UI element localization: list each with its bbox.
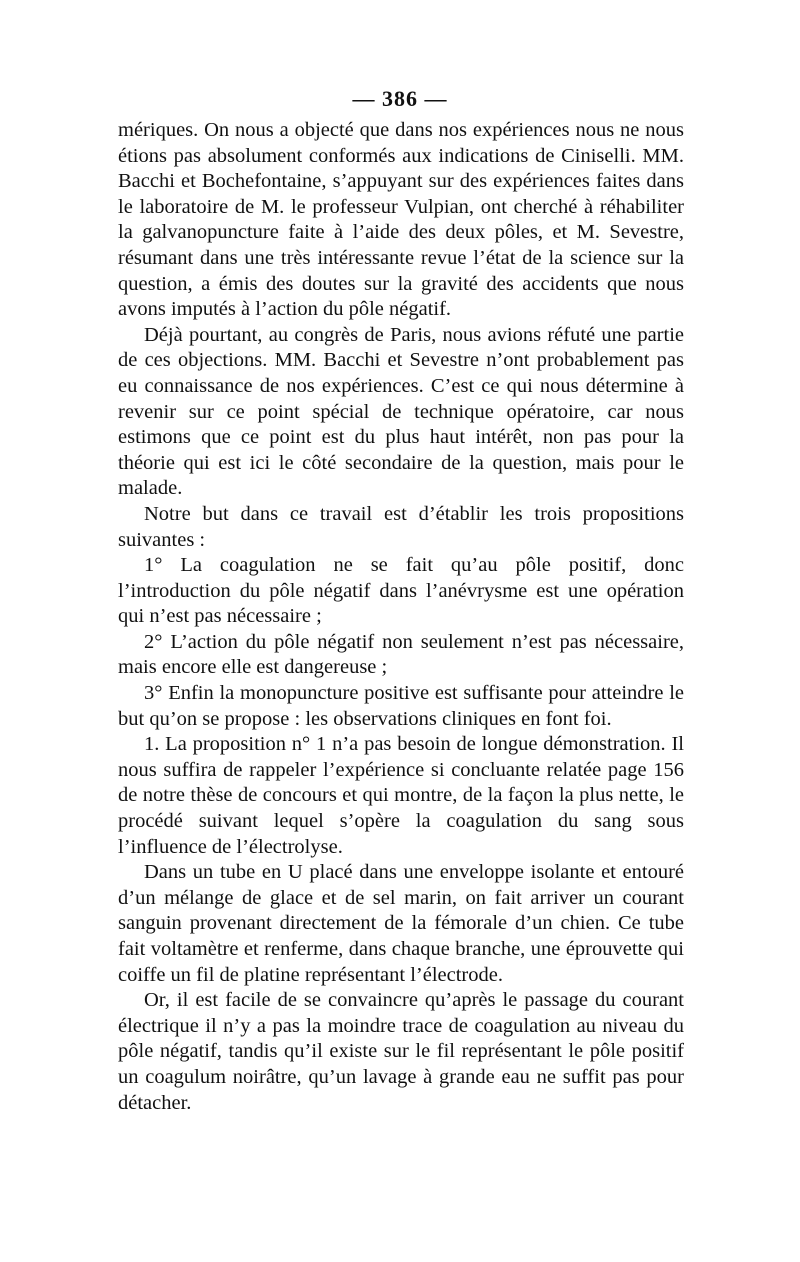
- body-text: [118, 118, 684, 1116]
- paragraph-8: Dans un tube en U placé dans une enveloppe isolante et entouré d’un mélange de glace et de sel marin, on fait arriver un courant sanguin provenant directement de la fémorale d’un chien. Ce tube fait voltamètre et renferme, dans chaque branche, une éprouvette qui coiffe un fil de platine représentant l’électrode.: [118, 861, 684, 986]
- paragraph-1: mériques. On nous a objecté que dans nos expériences nous ne nous étions pas absolument conformés aux indications de Ciniselli. MM. Bacchi et Bochefontaine, s’appuyant sur des expériences faites dans le laboratoire de M. le professeur Vulpian, ont cherché à réhabiliter la galvanopuncture faite à l’aide des deux pôles, et M. Sevestre, résumant dans une très intéressante revue l’état de la science sur la question, a émis des doutes sur la gravité des accidents que nous avons imputés à l’action du pôle négatif.: [118, 119, 684, 321]
- page-number: — 386 —: [352, 86, 448, 111]
- paragraph-7: 1. La proposition n° 1 n’a pas besoin de longue démonstration. Il nous suffira de rappeler l’expérience si concluante relatée page 156 de notre thèse de concours et qui montre, de la façon la plus nette, le procédé suivant lequel s’opère la coagulation du sang sous l’influence de l’électrolyse.: [118, 733, 684, 858]
- paragraph-3: Notre but dans ce travail est d’établir les trois propositions suivantes :: [118, 502, 684, 551]
- paragraph-2: Déjà pourtant, au congrès de Paris, nous avions réfuté une partie de ces objections. MM. Bacchi et Sevestre n’ont probablement pas eu connaissance de nos expériences. C’est ce qui nous détermine à revenir sur ce point spécial de technique opératoire, car nous estimons que ce point est du plus haut intérêt, non pas pour la théorie qui est ici le côté secondaire de la question, mais pour le malade.: [118, 323, 684, 500]
- paragraph-5: 2° L’action du pôle négatif non seulement n’est pas nécessaire, mais encore elle est dangereuse ;: [118, 630, 684, 679]
- paragraph-4: 1° La coagulation ne se fait qu’au pôle positif, donc l’introduction du pôle négatif dans l’anévrysme est une opération qui n’est pas nécessaire ;: [118, 554, 684, 628]
- paragraph-6: 3° Enfin la monopuncture positive est suffisante pour atteindre le but qu’on se propose : les observations cliniques en font foi.: [118, 682, 684, 730]
- paragraph-9: Or, il est facile de se convaincre qu’après le passage du courant électrique il n’y a pas la moindre trace de coagulation au niveau du pôle négatif, tandis qu’il existe sur le fil représentant le pôle positif un coagulum noirâtre, qu’un lavage à grande eau ne suffit pas pour détacher.: [118, 989, 684, 1114]
